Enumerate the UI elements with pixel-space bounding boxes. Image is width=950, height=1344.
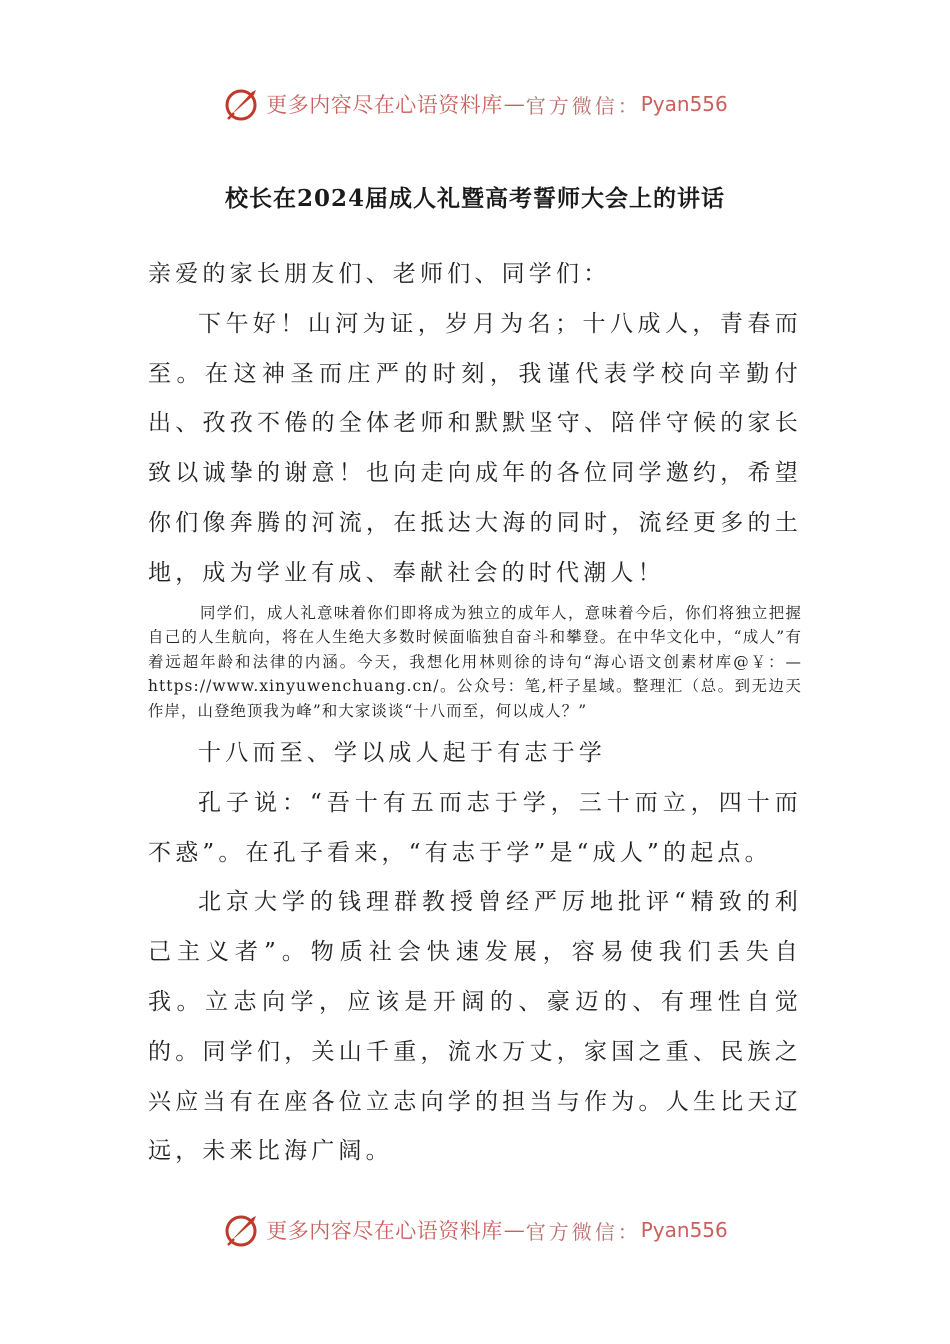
banner-dash: — [503,1218,525,1242]
quill-pen-logo-icon [222,1210,262,1250]
salutation: 亲爱的家长朋友们、老师们、同学们： [148,261,611,287]
banner-wechat-label: 官方微信： [525,93,641,118]
footer-banner [0,1208,950,1252]
banner-dash: — [503,92,525,116]
quill-pen-logo-icon [222,84,262,124]
banner-slogan: 更多内容尽在心语资料库 [266,93,503,117]
banner-slogan: 更多内容尽在心语资料库 [266,1219,503,1243]
header-banner [0,82,950,126]
paragraph-qian-liqun: 北京大学的钱理群教授曾经严厉地批评“精致的利己主义者”。物质社会快速发展，容易使我们丢失自我。立志向学，应该是开阔的、豪迈的、有理性自觉的。同学们，关山千重，流水万丈，家国之重、民族之兴应当有在座各位立志向学的担当与作为。人生比天辽远，未来比海广阔。 [148,889,802,1165]
paragraph-greeting: 下午好！山河为证，岁月为名；十八成人，青春而至。在这神圣而庄严的时刻，我谨代表学校向辛勤付出、孜孜不倦的全体老师和默默坚守、陪伴守候的家长致以诚挚的谢意！也向走向成年的各位同学邀约，希望你们像奔腾的河流，在抵达大海的同时，流经更多的土地，成为学业有成、奉献社会的时代潮人！ [148,310,802,586]
paragraph-confucius: 孔子说：“吾十有五而志于学，三十而立，四十而不惑”。在孔子看来，“有志于学”是“成人”的起点。 [148,789,802,866]
banner-wechat-id: Pyan556 [640,92,728,116]
document-title: 校长在2024届成人礼暨高考誓师大会上的讲话 [224,185,725,212]
document-body [148,250,802,1177]
banner-wechat-label: 官方微信： [525,1219,641,1244]
paragraph-coming-of-age: 同学们，成人礼意味着你们即将成为独立的成年人，意味着今后，你们将独立把握自己的人生航向，将在人生绝大多数时候面临独自奋斗和攀登。在中华文化中，“成人”有着远超年龄和法律的内涵。今天，我想化用林则徐的诗句“海心语文创素材库@￥：—https://www.xinyuwenchuang.cn/。公众号：笔,杆子星域。整理汇（总。到无边天作岸，山登绝顶我为峰”和大家谈谈“十八而至，何以成人？” [148,603,802,720]
banner-wechat-id: Pyan556 [640,1218,728,1242]
section-heading: 十八而至、学以成人起于有志于学 [198,740,606,767]
